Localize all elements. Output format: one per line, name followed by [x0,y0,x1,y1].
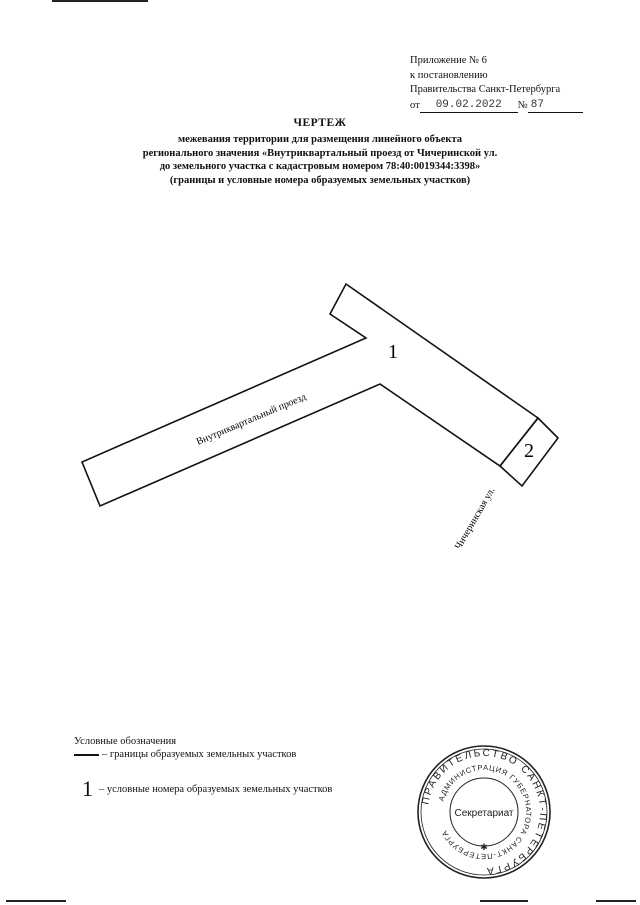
parcel-1-label: 1 [388,341,398,363]
title-line-1: межевания территории для размещения линейного объекта [177,134,463,145]
stamp-center-text: Секретариат [454,808,514,819]
bottom-rule-left [6,900,66,902]
title-line-2: регионального значения «Внутриквартальный проезд от Чичеринской ул. [142,147,498,159]
appendix-line-2: к постановлению [410,69,488,81]
appendix-line-3: Правительства Санкт-Петербурга [410,84,561,95]
street-chicherinskaya-label: Чичеринская ул. [453,485,498,552]
title-line-3: до земельного участка с кадастровым номером 78:40:0019344:3398» [159,161,481,172]
date-value: 09.02.2022 [420,98,518,114]
number-value: 87 [528,98,583,114]
title-line-4: (границы и условные номера образуемых земельных участков) [169,174,471,186]
stamp-star-icon: ✱ [480,842,488,852]
bottom-rule-middle [480,900,528,902]
stamp-inner-ring-text: АДМИНИСТРАЦИЯ ГУБЕРНАТОРА САНКТ-ПЕТЕРБУРГА [436,762,534,862]
legend-boundary-text: – границы образуемых земельных участков [102,749,297,760]
parcel-2-label: 2 [524,440,534,462]
street-driveway-label: Внутриквартальный проезд [194,391,308,448]
legend-number-sample: 1 [82,776,93,801]
bottom-rule-right [596,900,636,902]
date-prefix: от [410,99,420,111]
legend-number-text: – условные номера образуемых земельных участков [99,783,333,795]
legend-heading: Условные обозначения [74,736,177,747]
title-main: ЧЕРТЕЖ [293,117,347,129]
appendix-line-1: Приложение № 6 [410,55,487,66]
number-prefix: № [517,99,528,111]
stamp-outer-ring-text: ПРАВИТЕЛЬСТВО САНКТ-ПЕТЕРБУРГА [420,747,549,877]
